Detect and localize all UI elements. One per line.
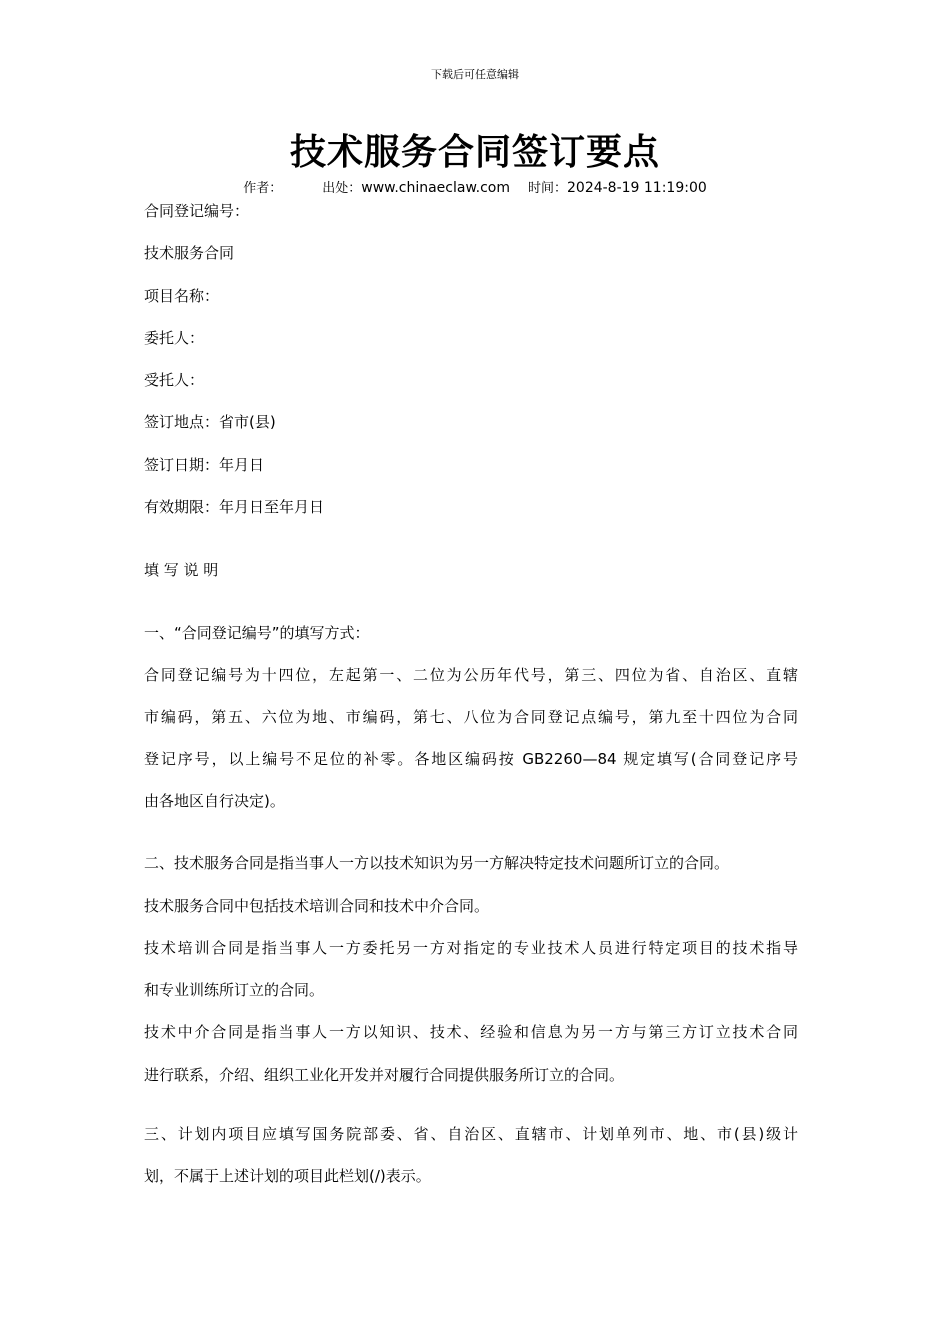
field-signing-date: 签订日期：年月日 [144,456,265,474]
section1-line: 合同登记编号为十四位，左起第一、二位为公历年代号，第三、四位为省、自治区、直辖 [144,666,798,684]
section1-line: 由各地区自行决定)。 [144,792,285,810]
document-title: 技术服务合同签订要点 [289,132,660,173]
section1-line: 市编码，第五、六位为地、市编码，第七、八位为合同登记点编号，第九至十四位为合同 [144,708,798,726]
section2-line: 和专业训练所订立的合同。 [144,981,325,999]
section2-line: 二、技术服务合同是指当事人一方以技术知识为另一方解决特定技术问题所订立的合同。 [144,854,730,872]
field-client: 委托人： [144,329,205,347]
field-signing-place: 签订地点：省市(县) [144,413,276,431]
section3-line: 划，不属于上述计划的项目此栏划(/)表示。 [144,1167,431,1185]
document-meta [0,177,950,196]
section2-line: 技术培训合同是指当事人一方委托另一方对指定的专业技术人员进行特定项目的技术指导 [144,939,798,957]
source-label: 出处： [322,181,362,196]
section1-heading: 一、“合同登记编号”的填写方式： [144,624,370,642]
instructions-heading: 填 写 说 明 [144,561,219,579]
section2-line: 技术服务合同中包括技术培训合同和技术中介合同。 [144,897,490,915]
section1-line: 登记序号，以上编号不足位的补零。各地区编码按 GB2260—84 规定填写(合同登记序号 [144,750,798,768]
author-label: 作者： [243,181,283,196]
field-contract-type: 技术服务合同 [144,244,235,262]
field-validity-period: 有效期限：年月日至年月日 [144,498,325,516]
section3-line: 三、计划内项目应填写国务院部委、省、自治区、直辖市、计划单列市、地、市(县)级计 [144,1125,798,1143]
section2-line: 技术中介合同是指当事人一方以知识、技术、经验和信息为另一方与第三方订立技术合同 [144,1023,798,1041]
field-contractor: 受托人： [144,371,205,389]
field-contract-number: 合同登记编号： [144,202,250,220]
time-label: 时间： [527,181,567,196]
field-project-name: 项目名称： [144,287,220,305]
header-note: 下载后可任意编辑 [431,68,519,81]
time-value: 2024-8-19 11:19:00 [567,180,707,196]
source-value: www.chinaeclaw.com [361,180,510,196]
section2-line: 进行联系，介绍、组织工业化开发并对履行合同提供服务所订立的合同。 [144,1066,625,1084]
